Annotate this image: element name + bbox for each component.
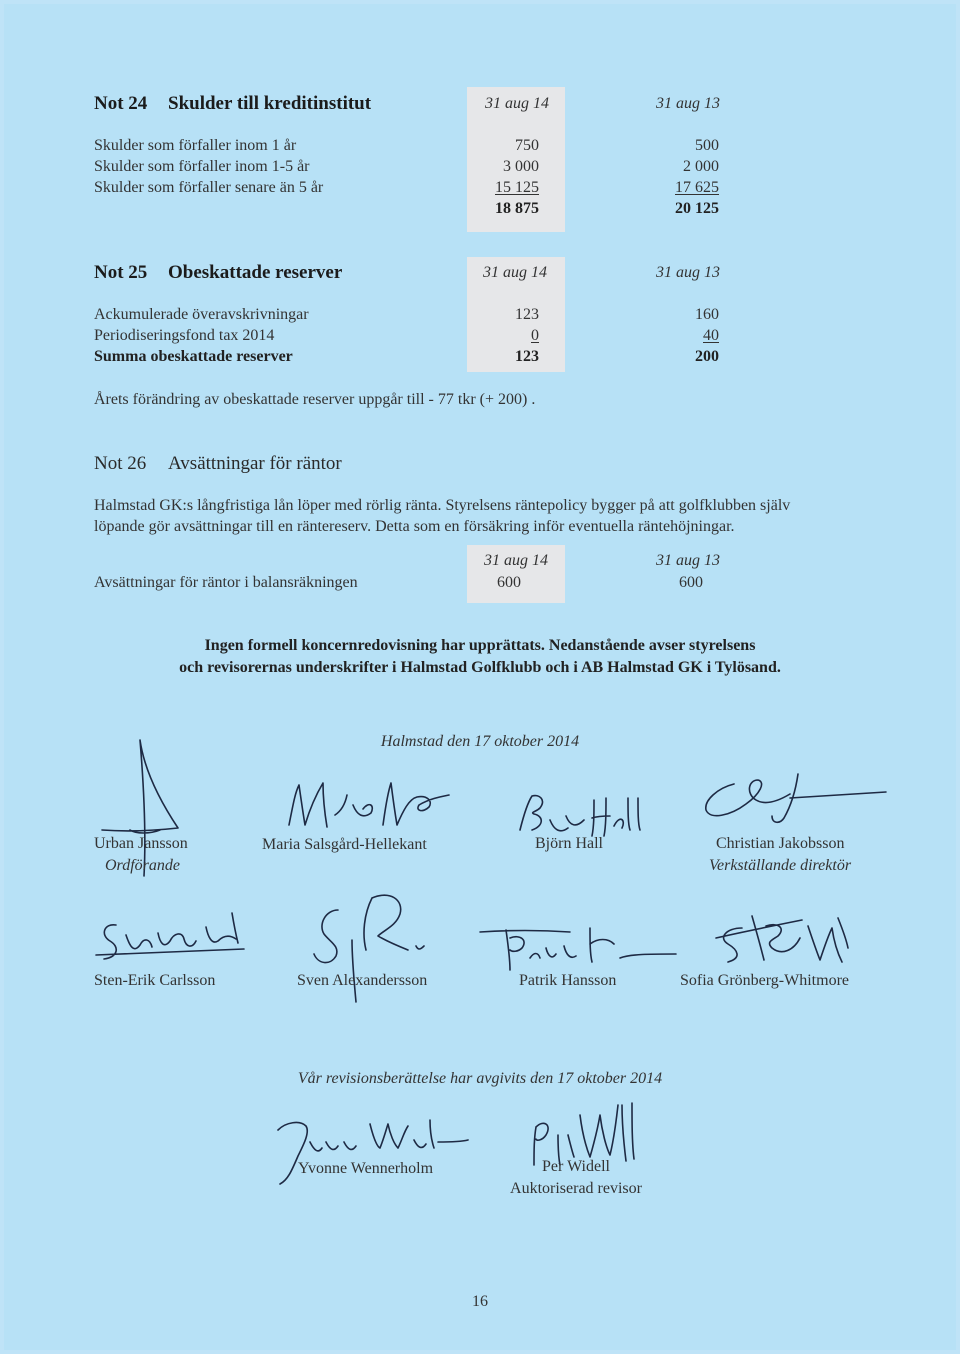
note25-row-v1: 123 [515, 306, 539, 323]
signatory-name: Maria Salsgård-Hellekant [262, 836, 427, 853]
signatory-name: Sten-Erik Carlsson [94, 972, 216, 989]
note24-row-v1: 750 [515, 137, 539, 154]
signatory-role: Verkställande direktör [709, 857, 852, 874]
signatory-name: Christian Jakobsson [716, 835, 845, 852]
note24-col2-header: 31 aug 13 [656, 95, 720, 112]
signatory-name: Björn Hall [535, 835, 603, 852]
note24-row-v2: 17 625 [675, 179, 719, 196]
note25-row-label: Periodiseringsfond tax 2014 [94, 327, 275, 344]
statement-line: och revisorernas underskrifter i Halmstad Golfklubb och i AB Halmstad GK i Tylösand. [179, 659, 781, 676]
place-date: Halmstad den 17 oktober 2014 [380, 733, 580, 750]
note26-row-label: Avsättningar för räntor i balansräkningen [94, 574, 358, 591]
note25-title: Obeskattade reserver [168, 262, 343, 283]
note25-row-v2-wrap [620, 327, 719, 345]
note25-col2-header: 31 aug 13 [656, 264, 720, 281]
signature-maria-salsgard-hellekant [283, 775, 453, 835]
note24-row-v2: 500 [695, 137, 719, 154]
auditor-role: Auktoriserad revisor [510, 1180, 642, 1197]
note24-row-label: Skulder som förfaller inom 1-5 år [94, 158, 310, 175]
note26-row-v1: 600 [497, 574, 521, 591]
note24-row-v2: 2 000 [683, 158, 719, 175]
statement-line: Ingen formell koncernredovisning har upprättats. Nedanstående avser styrelsens [204, 637, 756, 654]
note24-row-label: Skulder som förfaller senare än 5 år [94, 179, 324, 196]
page-number: 16 [472, 1293, 488, 1310]
note26-title: Avsättningar för räntor [168, 453, 342, 474]
note25-number: Not 25 [94, 262, 148, 283]
note26-row-v2: 600 [679, 574, 703, 591]
note25-row-label: Ackumulerade överavskrivningar [94, 306, 309, 323]
auditor-name: Per Widell [542, 1158, 610, 1175]
note25-row-v1-wrap [440, 327, 539, 345]
signature-sten-erik-carlsson [96, 905, 246, 975]
note25-comment: Årets förändring av obeskattade reserver uppgår till - 77 tkr (+ 200) . [94, 391, 536, 408]
note24-number: Not 24 [94, 93, 148, 114]
note24-row-v1: 3 000 [503, 158, 539, 175]
signatory-name: Sofia Grönberg-Whitmore [680, 972, 849, 989]
signature-sofia-gronberg-whitmore [712, 908, 852, 968]
note26-col1-header: 31 aug 14 [484, 552, 548, 569]
signatory-name: Patrik Hansson [519, 972, 617, 989]
signatory-name: Sven Alexandersson [297, 972, 428, 989]
note26-col2-header: 31 aug 13 [656, 552, 720, 569]
note25-row-v2: 160 [695, 306, 719, 323]
note26-number: Not 26 [94, 453, 147, 474]
note24-row-label: Skulder som förfaller inom 1 år [94, 137, 297, 154]
note26-text: löpande gör avsättningar till en räntereserv. Detta som en försäkring inför eventuella räntehöjningar. [94, 518, 735, 535]
note25-row-v1: 0 [531, 327, 539, 344]
note24-row-v2-wrap [620, 179, 719, 197]
note24-col1-header: 31 aug 14 [485, 95, 549, 112]
signatory-role: Ordförande [105, 857, 180, 874]
note24-total-v1: 18 875 [495, 200, 539, 217]
note25-total-v1: 123 [515, 348, 539, 365]
note25-col1-header: 31 aug 14 [483, 264, 547, 281]
note24-title: Skulder till kreditinstitut [168, 93, 372, 114]
note24-row-v1-wrap [440, 179, 539, 197]
note24-row-v1: 15 125 [495, 179, 539, 196]
note25-row-v2: 40 [703, 327, 719, 344]
audit-date: Vår revisionsberättelse har avgivits den 17 oktober 2014 [297, 1070, 663, 1087]
note26-text: Halmstad GK:s långfristiga lån löper med rörlig ränta. Styrelsens räntepolicy bygger på att golfklubben själv [94, 497, 791, 514]
signature-patrik-hansson [480, 918, 680, 973]
note24-total-v2: 20 125 [675, 200, 719, 217]
signatory-name: Urban Jansson [94, 835, 188, 852]
note25-total-v2: 200 [695, 348, 719, 365]
signature-christian-jakobsson [700, 770, 890, 830]
auditor-name: Yvonne Wennerholm [298, 1160, 434, 1177]
note25-total-label: Summa obeskattade reserver [94, 348, 293, 365]
